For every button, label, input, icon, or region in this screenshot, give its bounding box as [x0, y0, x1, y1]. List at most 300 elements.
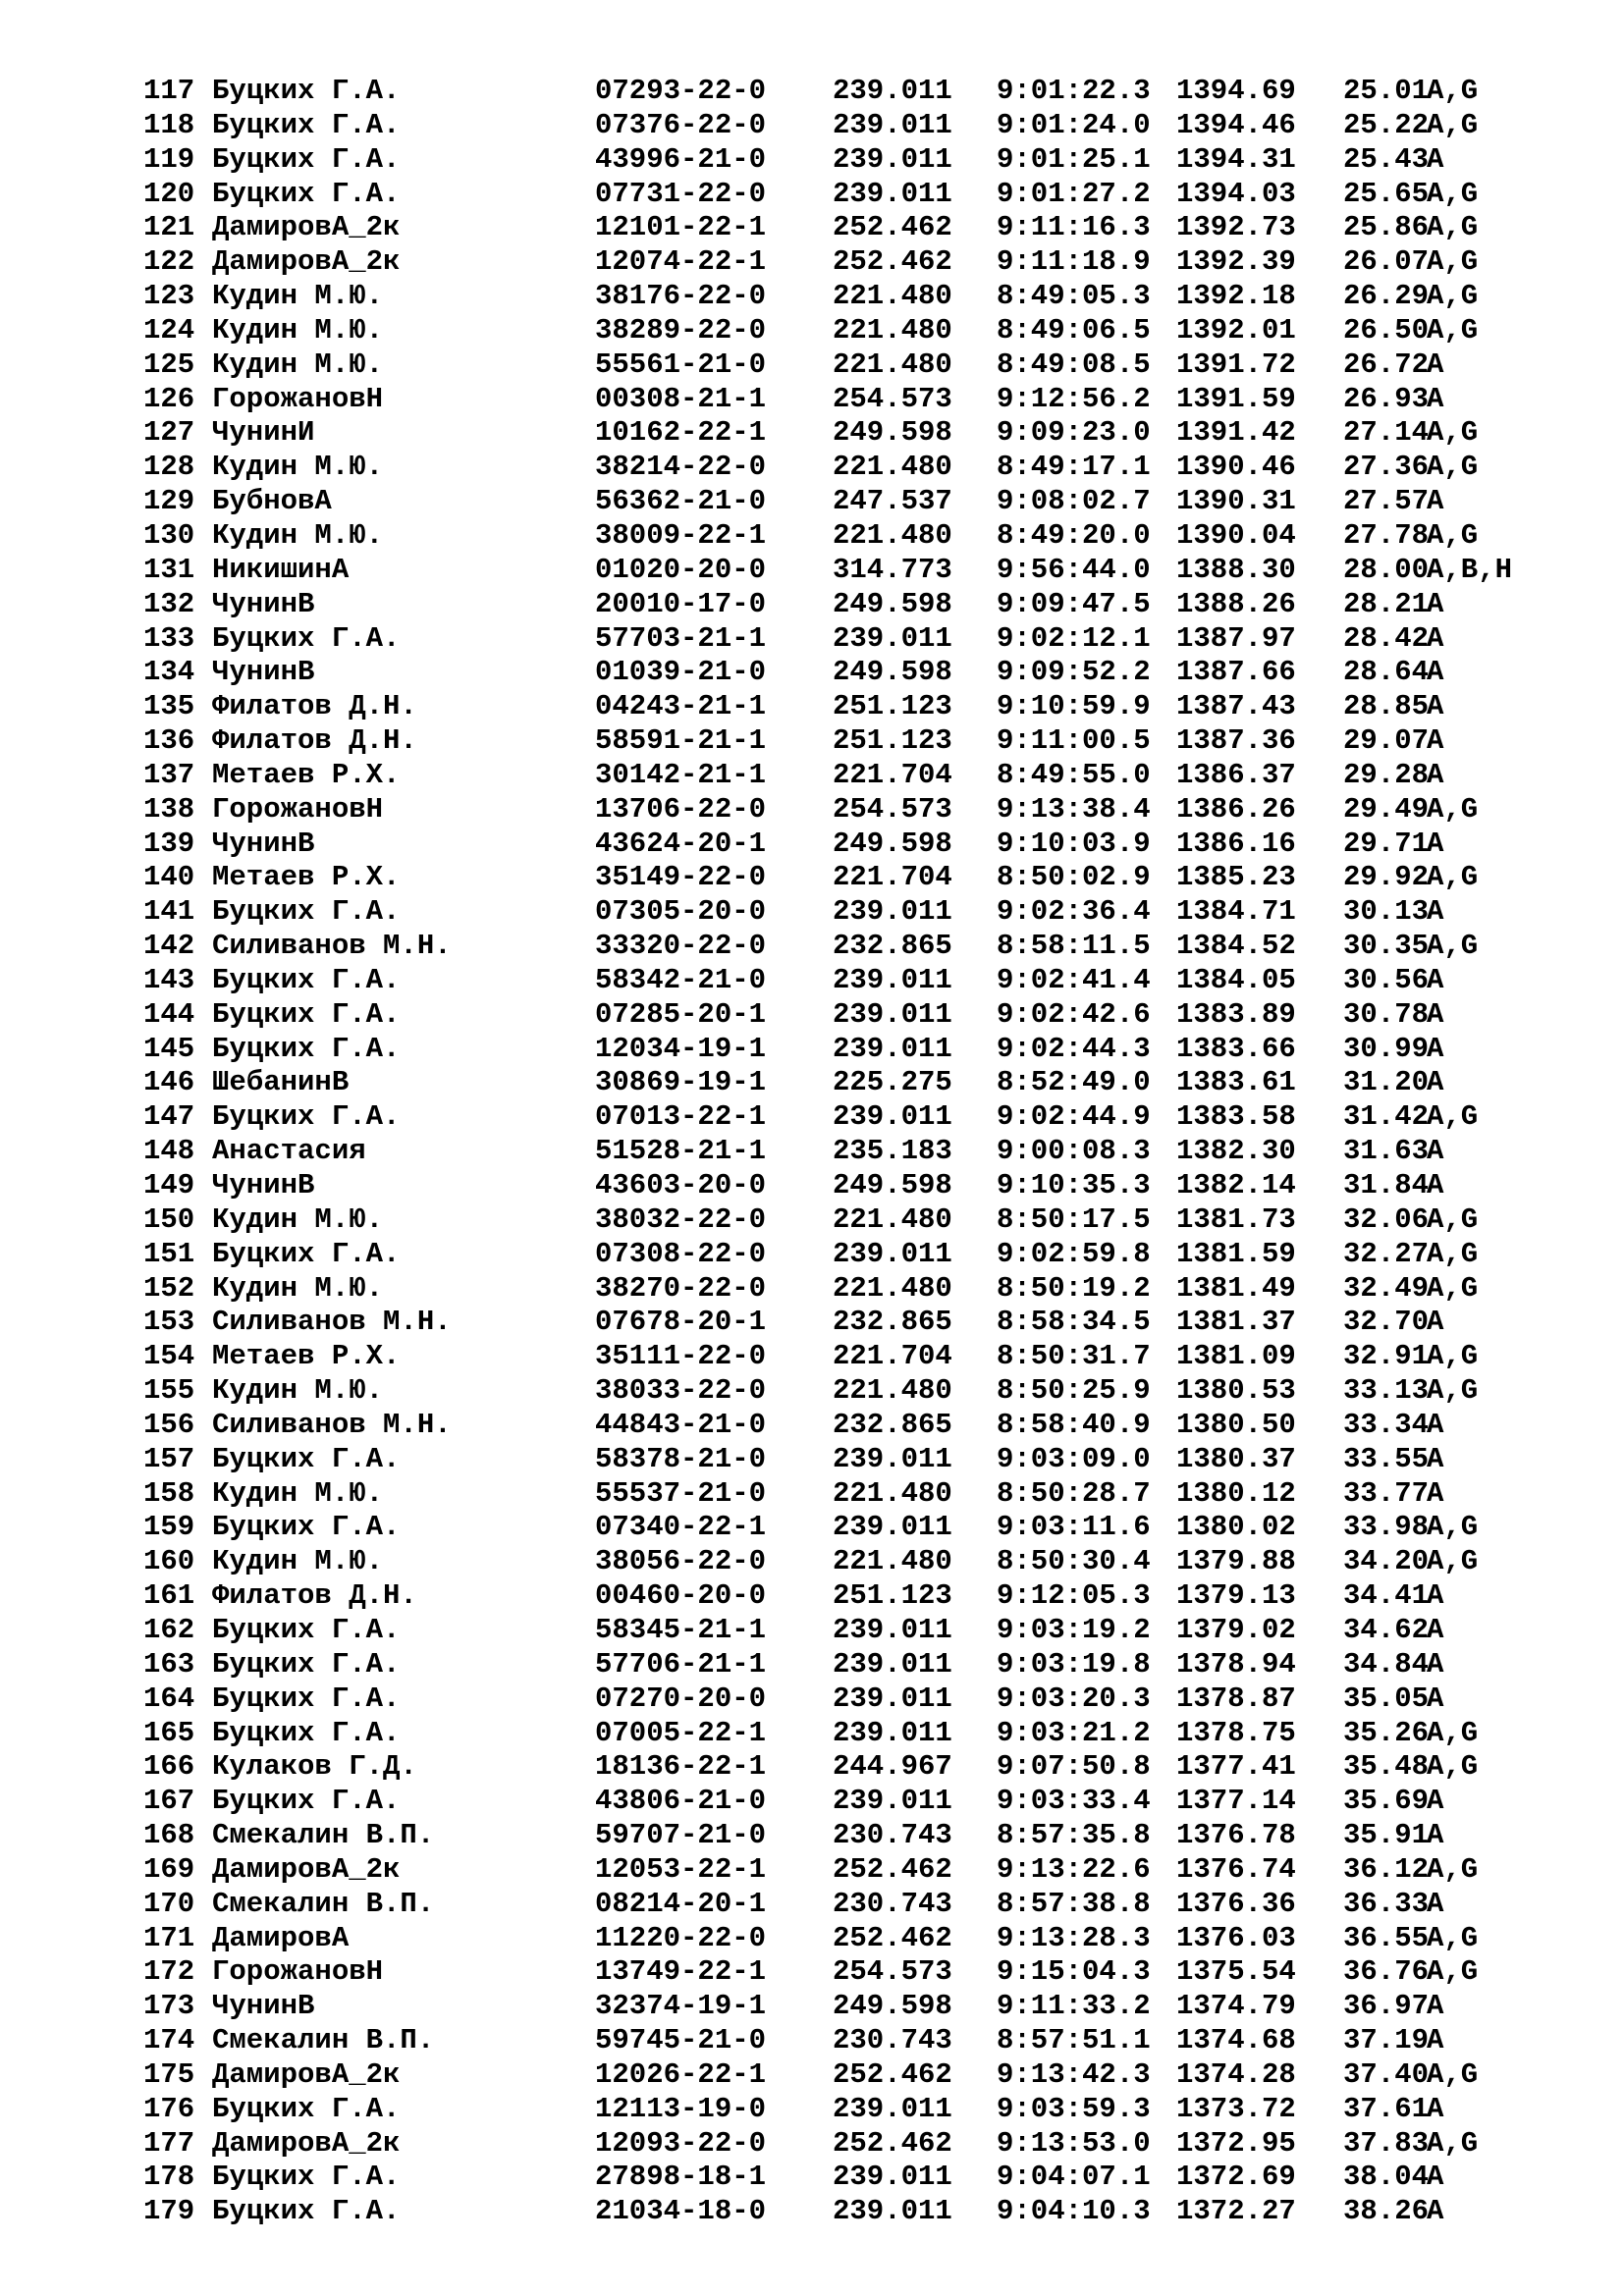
time-value: 9:13:38.4	[997, 792, 1151, 826]
row-number: 140	[143, 861, 195, 894]
operator-name: ГорожановН	[212, 382, 384, 415]
flags-value: A,G	[1427, 1921, 1479, 1954]
frequency-value: 251.123	[833, 1579, 952, 1613]
time-value: 9:11:18.9	[997, 245, 1151, 279]
score-value: 1379.02	[1176, 1613, 1296, 1646]
operator-name: Кудин М.Ю.	[212, 518, 384, 552]
operator-name: Кудин М.Ю.	[212, 1545, 384, 1578]
row-number: 159	[143, 1511, 195, 1544]
percent-value: 37.83	[1343, 2126, 1430, 2160]
percent-value: 26.93	[1343, 382, 1430, 415]
row-number: 119	[143, 142, 195, 176]
score-value: 1384.05	[1176, 963, 1296, 996]
row-number: 178	[143, 2161, 195, 2194]
flags-value: A	[1427, 963, 1444, 996]
frequency-value: 239.011	[833, 75, 952, 107]
flags-value: A,G	[1427, 518, 1479, 552]
record-id: 00308-21-1	[595, 382, 767, 415]
record-id: 38289-22-0	[595, 313, 767, 347]
row-number: 162	[143, 1613, 195, 1646]
row-number: 141	[143, 895, 195, 929]
operator-name: ДамировА	[212, 1921, 350, 1954]
record-id: 01020-20-0	[595, 553, 767, 586]
time-value: 9:01:24.0	[997, 108, 1151, 141]
record-id: 32374-19-1	[595, 1990, 767, 2023]
row-number: 124	[143, 313, 195, 347]
row-number: 133	[143, 621, 195, 655]
row-number: 127	[143, 416, 195, 450]
row-number: 160	[143, 1545, 195, 1578]
frequency-value: 239.011	[833, 997, 952, 1031]
score-value: 1378.87	[1176, 1682, 1296, 1715]
frequency-value: 239.011	[833, 108, 952, 141]
frequency-value: 254.573	[833, 792, 952, 826]
flags-value: A,G	[1427, 1100, 1479, 1134]
score-value: 1383.58	[1176, 1100, 1296, 1134]
score-value: 1380.37	[1176, 1442, 1296, 1475]
time-value: 8:50:02.9	[997, 861, 1151, 894]
row-number: 135	[143, 690, 195, 723]
time-value: 9:12:05.3	[997, 1579, 1151, 1613]
operator-name: Метаев Р.Х.	[212, 758, 401, 791]
flags-value: A,G	[1427, 416, 1479, 450]
score-value: 1375.54	[1176, 1955, 1296, 1989]
score-value: 1394.69	[1176, 75, 1296, 107]
row-number: 145	[143, 1032, 195, 1065]
frequency-value: 239.011	[833, 895, 952, 929]
time-value: 9:02:12.1	[997, 621, 1151, 655]
flags-value: A	[1427, 2024, 1444, 2057]
percent-value: 30.99	[1343, 1032, 1430, 1065]
flags-value: A,B,H	[1427, 553, 1513, 586]
percent-value: 30.56	[1343, 963, 1430, 996]
operator-name: Кудин М.Ю.	[212, 1271, 384, 1305]
score-value: 1379.88	[1176, 1545, 1296, 1578]
row-number: 175	[143, 2057, 195, 2091]
time-value: 8:58:11.5	[997, 930, 1151, 963]
record-id: 07270-20-0	[595, 1682, 767, 1715]
percent-value: 34.62	[1343, 1613, 1430, 1646]
time-value: 9:11:33.2	[997, 1990, 1151, 2023]
percent-value: 34.20	[1343, 1545, 1430, 1578]
time-value: 9:56:44.0	[997, 553, 1151, 586]
frequency-value: 249.598	[833, 416, 952, 450]
record-id: 12093-22-0	[595, 2126, 767, 2160]
score-value: 1380.02	[1176, 1511, 1296, 1544]
operator-name: Буцких Г.А.	[212, 1682, 401, 1715]
score-value: 1383.89	[1176, 997, 1296, 1031]
score-value: 1390.31	[1176, 485, 1296, 518]
score-value: 1373.72	[1176, 2092, 1296, 2125]
operator-name: ЧунинВ	[212, 587, 315, 620]
score-value: 1377.14	[1176, 1785, 1296, 1818]
record-id: 13706-22-0	[595, 792, 767, 826]
frequency-value: 221.480	[833, 313, 952, 347]
row-number: 154	[143, 1340, 195, 1373]
percent-value: 29.28	[1343, 758, 1430, 791]
score-value: 1388.26	[1176, 587, 1296, 620]
flags-value: A,G	[1427, 861, 1479, 894]
percent-value: 28.00	[1343, 553, 1430, 586]
time-value: 9:02:44.3	[997, 1032, 1151, 1065]
time-value: 8:50:17.5	[997, 1202, 1151, 1236]
row-number: 144	[143, 997, 195, 1031]
operator-name: ГорожановН	[212, 792, 384, 826]
time-value: 8:52:49.0	[997, 1066, 1151, 1099]
operator-name: Буцких Г.А.	[212, 2195, 401, 2228]
row-number: 171	[143, 1921, 195, 1954]
percent-value: 31.20	[1343, 1066, 1430, 1099]
frequency-value: 244.967	[833, 1750, 952, 1784]
frequency-value: 252.462	[833, 245, 952, 279]
operator-name: Кудин М.Ю.	[212, 347, 384, 381]
percent-value: 33.55	[1343, 1442, 1430, 1475]
record-id: 56362-21-0	[595, 485, 767, 518]
record-id: 12034-19-1	[595, 1032, 767, 1065]
record-id: 33320-22-0	[595, 930, 767, 963]
percent-value: 30.35	[1343, 930, 1430, 963]
time-value: 9:03:19.8	[997, 1647, 1151, 1681]
time-value: 9:07:50.8	[997, 1750, 1151, 1784]
time-value: 9:09:23.0	[997, 416, 1151, 450]
record-id: 07340-22-1	[595, 1511, 767, 1544]
row-number: 176	[143, 2092, 195, 2125]
percent-value: 37.19	[1343, 2024, 1430, 2057]
time-value: 8:50:30.4	[997, 1545, 1151, 1578]
frequency-value: 251.123	[833, 724, 952, 758]
flags-value: A,G	[1427, 1374, 1479, 1408]
row-number: 137	[143, 758, 195, 791]
flags-value: A,G	[1427, 2057, 1479, 2091]
record-id: 07731-22-0	[595, 177, 767, 210]
frequency-value: 230.743	[833, 1819, 952, 1852]
score-value: 1385.23	[1176, 861, 1296, 894]
row-number: 174	[143, 2024, 195, 2057]
percent-value: 32.27	[1343, 1237, 1430, 1270]
flags-value: A	[1427, 827, 1444, 860]
record-id: 38176-22-0	[595, 280, 767, 313]
record-id: 30142-21-1	[595, 758, 767, 791]
operator-name: Буцких Г.А.	[212, 963, 401, 996]
operator-name: ГорожановН	[212, 1955, 384, 1989]
time-value: 8:50:31.7	[997, 1340, 1151, 1373]
operator-name: Смекалин В.П.	[212, 1819, 435, 1852]
score-value: 1376.78	[1176, 1819, 1296, 1852]
percent-value: 38.04	[1343, 2161, 1430, 2194]
score-value: 1378.94	[1176, 1647, 1296, 1681]
score-value: 1374.79	[1176, 1990, 1296, 2023]
frequency-value: 239.011	[833, 177, 952, 210]
time-value: 9:03:20.3	[997, 1682, 1151, 1715]
score-value: 1381.59	[1176, 1237, 1296, 1270]
flags-value: A,G	[1427, 792, 1479, 826]
record-id: 38033-22-0	[595, 1374, 767, 1408]
operator-name: ЧунинВ	[212, 1990, 315, 2023]
percent-value: 32.49	[1343, 1271, 1430, 1305]
row-number: 150	[143, 1202, 195, 1236]
score-value: 1376.36	[1176, 1887, 1296, 1920]
record-id: 12074-22-1	[595, 245, 767, 279]
row-number: 146	[143, 1066, 195, 1099]
record-id: 12026-22-1	[595, 2057, 767, 2091]
frequency-value: 252.462	[833, 1852, 952, 1886]
score-value: 1372.27	[1176, 2195, 1296, 2228]
operator-name: Метаев Р.Х.	[212, 1340, 401, 1373]
time-value: 9:00:08.3	[997, 1135, 1151, 1168]
percent-value: 29.71	[1343, 827, 1430, 860]
row-number: 156	[143, 1408, 195, 1441]
time-value: 9:09:47.5	[997, 587, 1151, 620]
score-value: 1392.39	[1176, 245, 1296, 279]
percent-value: 28.21	[1343, 587, 1430, 620]
operator-name: НикишинА	[212, 553, 350, 586]
flags-value: A	[1427, 347, 1444, 381]
operator-name: Буцких Г.А.	[212, 997, 401, 1031]
record-id: 07005-22-1	[595, 1716, 767, 1749]
score-value: 1391.72	[1176, 347, 1296, 381]
row-number: 142	[143, 930, 195, 963]
operator-name: Буцких Г.А.	[212, 1442, 401, 1475]
percent-value: 37.61	[1343, 2092, 1430, 2125]
row-number: 126	[143, 382, 195, 415]
flags-value: A	[1427, 1990, 1444, 2023]
score-value: 1386.16	[1176, 827, 1296, 860]
record-id: 04243-21-1	[595, 690, 767, 723]
record-id: 38056-22-0	[595, 1545, 767, 1578]
record-id: 58591-21-1	[595, 724, 767, 758]
score-value: 1388.30	[1176, 553, 1296, 586]
time-value: 9:12:56.2	[997, 382, 1151, 415]
time-value: 9:09:52.2	[997, 656, 1151, 689]
record-id: 18136-22-1	[595, 1750, 767, 1784]
score-value: 1372.69	[1176, 2161, 1296, 2194]
time-value: 8:57:35.8	[997, 1819, 1151, 1852]
flags-value: A	[1427, 1408, 1444, 1441]
operator-name: ДамировА_2к	[212, 1852, 401, 1886]
record-id: 38214-22-0	[595, 451, 767, 484]
operator-name: ДамировА_2к	[212, 2057, 401, 2091]
time-value: 9:01:25.1	[997, 142, 1151, 176]
percent-value: 29.07	[1343, 724, 1430, 758]
score-value: 1394.31	[1176, 142, 1296, 176]
operator-name: Буцких Г.А.	[212, 1716, 401, 1749]
flags-value: A	[1427, 1647, 1444, 1681]
row-number: 128	[143, 451, 195, 484]
operator-name: ЧунинИ	[212, 416, 315, 450]
time-value: 8:58:34.5	[997, 1306, 1151, 1339]
frequency-value: 239.011	[833, 142, 952, 176]
row-number: 138	[143, 792, 195, 826]
flags-value: A,G	[1427, 1716, 1479, 1749]
score-value: 1380.50	[1176, 1408, 1296, 1441]
operator-name: Буцких Г.А.	[212, 1613, 401, 1646]
frequency-value: 314.773	[833, 553, 952, 586]
frequency-value: 239.011	[833, 1100, 952, 1134]
record-id: 27898-18-1	[595, 2161, 767, 2194]
percent-value: 25.01	[1343, 75, 1430, 107]
frequency-value: 239.011	[833, 621, 952, 655]
time-value: 8:50:19.2	[997, 1271, 1151, 1305]
flags-value: A	[1427, 1442, 1444, 1475]
operator-name: Буцких Г.А.	[212, 1100, 401, 1134]
percent-value: 34.84	[1343, 1647, 1430, 1681]
score-value: 1374.28	[1176, 2057, 1296, 2091]
flags-value: A,G	[1427, 1202, 1479, 1236]
percent-value: 31.84	[1343, 1169, 1430, 1201]
time-value: 9:11:16.3	[997, 211, 1151, 244]
flags-value: A,G	[1427, 1852, 1479, 1886]
operator-name: ДамировА_2к	[212, 2126, 401, 2160]
score-value: 1383.66	[1176, 1032, 1296, 1065]
operator-name: Кудин М.Ю.	[212, 1476, 384, 1510]
record-id: 55537-21-0	[595, 1476, 767, 1510]
flags-value: A	[1427, 1476, 1444, 1510]
time-value: 9:01:22.3	[997, 75, 1151, 107]
record-id: 07285-20-1	[595, 997, 767, 1031]
frequency-value: 230.743	[833, 2024, 952, 2057]
frequency-value: 249.598	[833, 1169, 952, 1201]
time-value: 9:02:59.8	[997, 1237, 1151, 1270]
operator-name: ШебанинВ	[212, 1066, 350, 1099]
percent-value: 25.22	[1343, 108, 1430, 141]
flags-value: A	[1427, 1169, 1444, 1201]
operator-name: БубновА	[212, 485, 332, 518]
time-value: 8:50:25.9	[997, 1374, 1151, 1408]
operator-name: Буцких Г.А.	[212, 1511, 401, 1544]
flags-value: A	[1427, 997, 1444, 1031]
frequency-value: 239.011	[833, 1032, 952, 1065]
flags-value: A	[1427, 1819, 1444, 1852]
operator-name: Анастасия	[212, 1135, 366, 1168]
frequency-value: 221.480	[833, 280, 952, 313]
score-value: 1381.37	[1176, 1306, 1296, 1339]
flags-value: A	[1427, 142, 1444, 176]
score-value: 1390.46	[1176, 451, 1296, 484]
frequency-value: 239.011	[833, 1511, 952, 1544]
operator-name: Буцких Г.А.	[212, 895, 401, 929]
operator-name: Буцких Г.А.	[212, 108, 401, 141]
percent-value: 31.63	[1343, 1135, 1430, 1168]
score-value: 1376.03	[1176, 1921, 1296, 1954]
percent-value: 36.97	[1343, 1990, 1430, 2023]
score-value: 1387.66	[1176, 656, 1296, 689]
percent-value: 35.69	[1343, 1785, 1430, 1818]
flags-value: A	[1427, 1682, 1444, 1715]
operator-name: ДамировА_2к	[212, 211, 401, 244]
frequency-value: 252.462	[833, 1921, 952, 1954]
time-value: 9:01:27.2	[997, 177, 1151, 210]
percent-value: 35.48	[1343, 1750, 1430, 1784]
time-value: 8:49:08.5	[997, 347, 1151, 381]
time-value: 8:49:05.3	[997, 280, 1151, 313]
operator-name: Буцких Г.А.	[212, 1237, 401, 1270]
row-number: 165	[143, 1716, 195, 1749]
flags-value: A	[1427, 690, 1444, 723]
percent-value: 33.77	[1343, 1476, 1430, 1510]
time-value: 8:49:06.5	[997, 313, 1151, 347]
flags-value: A,G	[1427, 245, 1479, 279]
time-value: 9:10:03.9	[997, 827, 1151, 860]
record-id: 07678-20-1	[595, 1306, 767, 1339]
row-number: 179	[143, 2195, 195, 2228]
score-value: 1394.46	[1176, 108, 1296, 141]
flags-value: A	[1427, 1785, 1444, 1818]
record-id: 10162-22-1	[595, 416, 767, 450]
score-value: 1377.41	[1176, 1750, 1296, 1784]
frequency-value: 239.011	[833, 1716, 952, 1749]
percent-value: 25.86	[1343, 211, 1430, 244]
row-number: 151	[143, 1237, 195, 1270]
flags-value: A	[1427, 1306, 1444, 1339]
time-value: 9:13:53.0	[997, 2126, 1151, 2160]
flags-value: A,G	[1427, 1271, 1479, 1305]
record-id: 57703-21-1	[595, 621, 767, 655]
percent-value: 30.78	[1343, 997, 1430, 1031]
percent-value: 36.76	[1343, 1955, 1430, 1989]
row-number: 173	[143, 1990, 195, 2023]
row-number: 117	[143, 75, 195, 107]
frequency-value: 239.011	[833, 2195, 952, 2228]
frequency-value: 239.011	[833, 2092, 952, 2125]
flags-value: A,G	[1427, 1750, 1479, 1784]
record-id: 35111-22-0	[595, 1340, 767, 1373]
time-value: 9:10:59.9	[997, 690, 1151, 723]
score-value: 1380.12	[1176, 1476, 1296, 1510]
row-number: 129	[143, 485, 195, 518]
time-value: 9:03:19.2	[997, 1613, 1151, 1646]
record-id: 58342-21-0	[595, 963, 767, 996]
operator-name: ЧунинВ	[212, 1169, 315, 1201]
time-value: 9:15:04.3	[997, 1955, 1151, 1989]
row-number: 122	[143, 245, 195, 279]
percent-value: 26.29	[1343, 280, 1430, 313]
record-id: 12101-22-1	[595, 211, 767, 244]
frequency-value: 254.573	[833, 382, 952, 415]
time-value: 9:02:44.9	[997, 1100, 1151, 1134]
operator-name: Буцких Г.А.	[212, 1647, 401, 1681]
operator-name: Филатов Д.Н.	[212, 690, 417, 723]
operator-name: Метаев Р.Х.	[212, 861, 401, 894]
frequency-value: 249.598	[833, 827, 952, 860]
record-id: 12113-19-0	[595, 2092, 767, 2125]
time-value: 9:10:35.3	[997, 1169, 1151, 1201]
flags-value: A,G	[1427, 1545, 1479, 1578]
frequency-value: 221.480	[833, 518, 952, 552]
row-number: 134	[143, 656, 195, 689]
flags-value: A	[1427, 724, 1444, 758]
flags-value: A	[1427, 621, 1444, 655]
percent-value: 27.36	[1343, 451, 1430, 484]
operator-name: Буцких Г.А.	[212, 1032, 401, 1065]
time-value: 9:04:10.3	[997, 2195, 1151, 2228]
percent-value: 27.14	[1343, 416, 1430, 450]
record-id: 20010-17-0	[595, 587, 767, 620]
row-number: 147	[143, 1100, 195, 1134]
frequency-value: 221.480	[833, 347, 952, 381]
frequency-value: 232.865	[833, 1306, 952, 1339]
record-id: 38270-22-0	[595, 1271, 767, 1305]
frequency-value: 221.480	[833, 1271, 952, 1305]
score-value: 1394.03	[1176, 177, 1296, 210]
record-id: 58378-21-0	[595, 1442, 767, 1475]
frequency-value: 221.480	[833, 451, 952, 484]
row-number: 169	[143, 1852, 195, 1886]
time-value: 9:03:09.0	[997, 1442, 1151, 1475]
record-id: 44843-21-0	[595, 1408, 767, 1441]
operator-name: Силиванов М.Н.	[212, 930, 452, 963]
operator-name: Силиванов М.Н.	[212, 1306, 452, 1339]
record-id: 07376-22-0	[595, 108, 767, 141]
